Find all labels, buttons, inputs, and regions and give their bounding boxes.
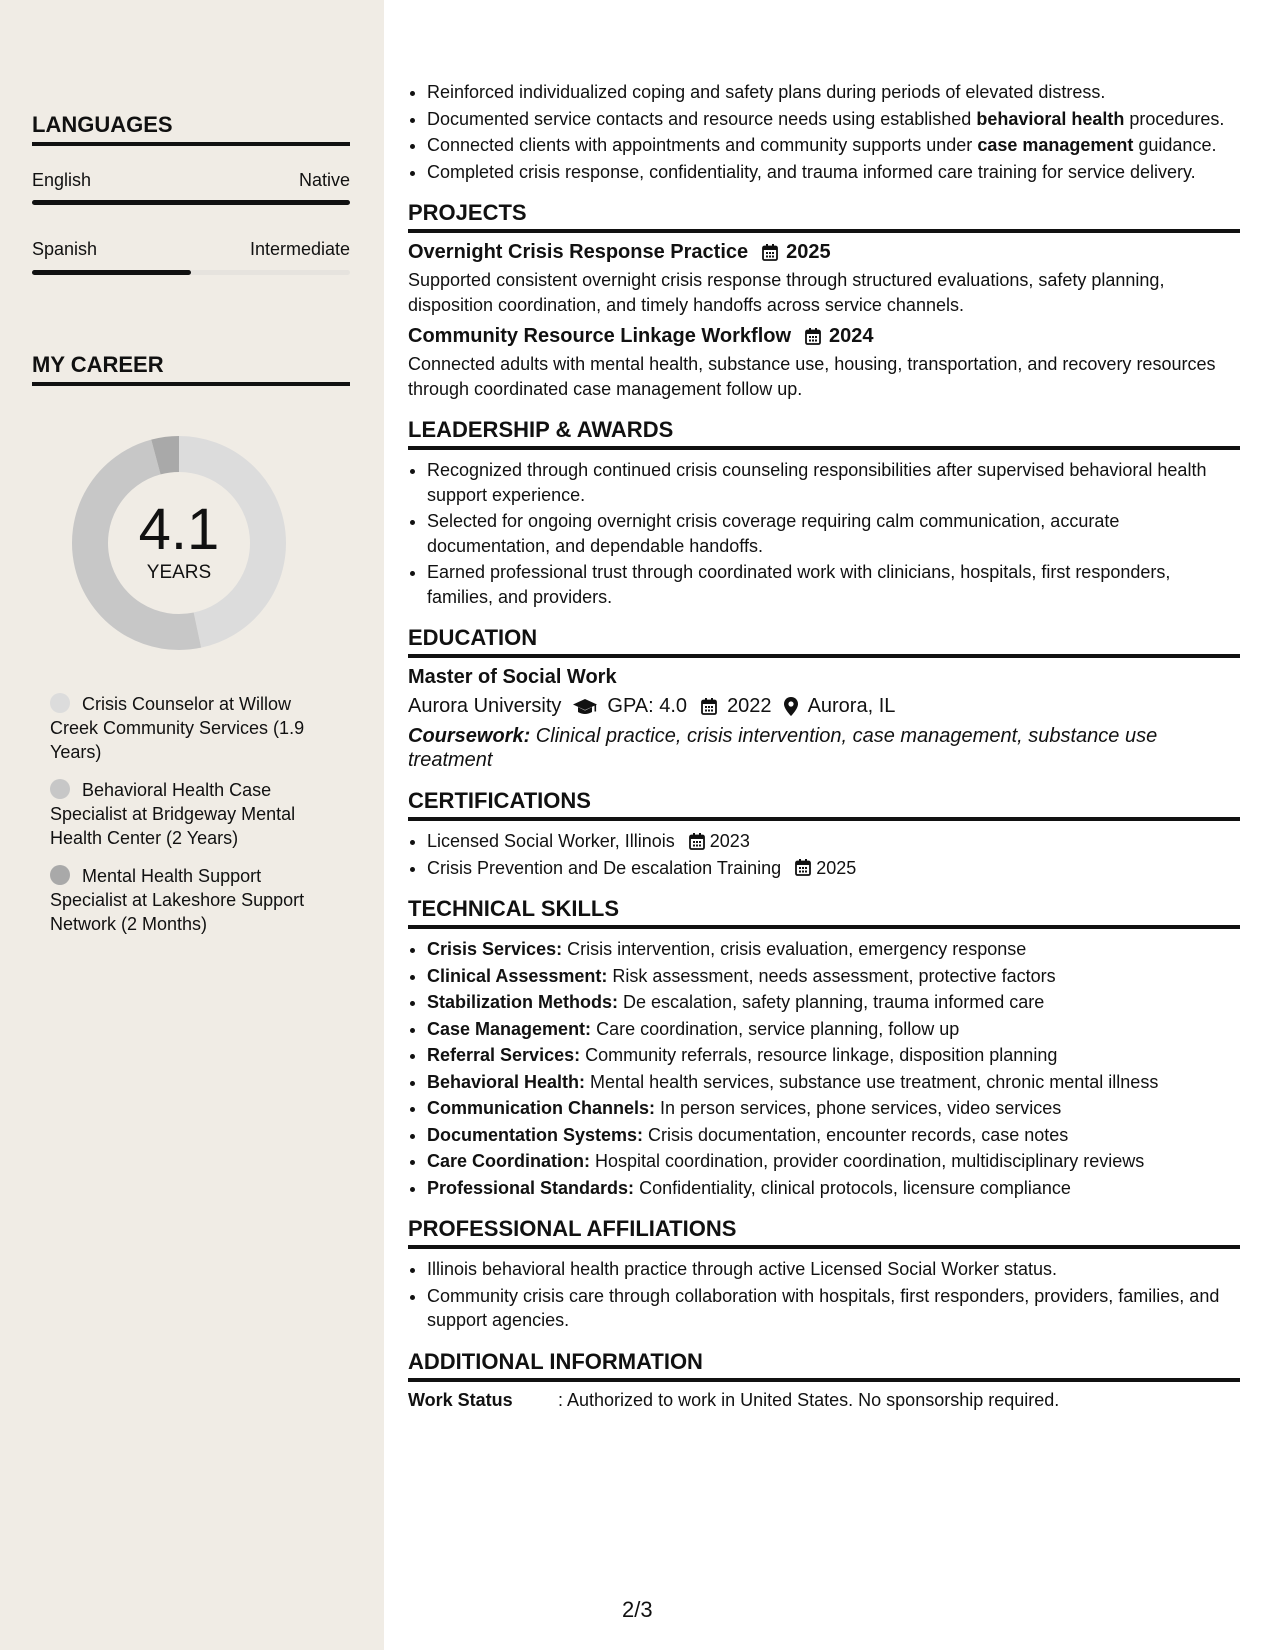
skill-value: Crisis intervention, crisis evaluation, emergency response xyxy=(562,939,1027,959)
list-item: • Illinois behavioral health practice through active Licensed Social Worker status. xyxy=(427,1257,1240,1282)
project-title-row xyxy=(408,241,1240,264)
experience-bullet: • Connected clients with appointments and community supports under case management guidance. xyxy=(427,133,1240,158)
page-number: 2/3 xyxy=(622,1597,653,1622)
skill-value: In person services, phone services, video services xyxy=(655,1098,1062,1118)
skill-item xyxy=(427,1043,1240,1068)
education-details xyxy=(408,695,1240,718)
experience-bullet: • Reinforced individualized coping and safety plans during periods of elevated distress. xyxy=(427,80,1240,105)
sidebar xyxy=(0,0,384,1650)
career-total: 4.1 xyxy=(138,497,220,562)
list-item: • Earned professional trust through coordinated work with clinicians, hospitals, first responders, families, and providers. xyxy=(427,560,1240,609)
career-legend-dot xyxy=(50,865,70,885)
skill-value: Mental health services, substance use treatment, chronic mental illness xyxy=(585,1071,1159,1092)
career-item xyxy=(50,864,330,936)
project-year: 2025 xyxy=(786,241,831,263)
coursework xyxy=(408,724,1240,772)
skills-list xyxy=(408,937,1240,1200)
language-bar-english xyxy=(32,200,350,205)
calendar-icon xyxy=(805,328,821,345)
skill-label: Crisis Services: xyxy=(427,939,563,959)
gpa: GPA: 4.0 xyxy=(607,695,688,717)
language-bar-spanish xyxy=(32,270,350,275)
certification-year: 2023 xyxy=(709,831,750,851)
calendar-icon xyxy=(762,244,778,261)
language-level: Native xyxy=(298,170,350,190)
certification-year: 2025 xyxy=(816,857,857,878)
skill-label: Referral Services: xyxy=(427,1045,581,1065)
skill-item xyxy=(427,937,1240,962)
project-title-row xyxy=(408,325,1240,348)
career-donut-chart xyxy=(66,430,292,656)
skill-label: Communication Channels: xyxy=(427,1098,656,1118)
skill-item xyxy=(427,1017,1240,1042)
certifications-title: CERTIFICATIONS xyxy=(408,788,1240,821)
language-bar-fill xyxy=(32,200,350,205)
skill-label: Documentation Systems: xyxy=(427,1124,644,1145)
work-status-label: Work Status xyxy=(408,1389,513,1410)
career-item xyxy=(50,692,330,764)
main-content xyxy=(408,80,1240,1411)
skill-label: Stabilization Methods: xyxy=(427,992,618,1012)
experience-bullets xyxy=(408,80,1240,184)
leadership-title: LEADERSHIP & AWARDS xyxy=(408,417,1240,450)
affiliations-list xyxy=(408,1257,1240,1333)
calendar-icon xyxy=(795,859,811,876)
project-item xyxy=(408,325,1240,401)
leadership-list xyxy=(408,458,1240,609)
career-legend-dot xyxy=(50,779,70,799)
work-status-row xyxy=(408,1390,1240,1411)
calendar-icon xyxy=(701,698,717,715)
project-description: Supported consistent overnight crisis response through structured evaluations, safety planning, disposition coordination, and timely handoffs across service channels. xyxy=(408,270,1165,315)
skill-item xyxy=(427,1070,1240,1095)
career-item-text: Mental Health Support Specialist at Lakeshore Support Network (2 Months) xyxy=(50,866,305,934)
map-pin-icon xyxy=(784,697,798,716)
graduation-year: 2022 xyxy=(727,695,772,717)
language-bar-fill xyxy=(32,270,191,275)
projects-title: PROJECTS xyxy=(408,200,1240,233)
skill-value: Confidentiality, clinical protocols, licensure compliance xyxy=(634,1177,1071,1198)
certification-item xyxy=(427,829,1240,854)
skill-item xyxy=(427,964,1240,989)
skill-value: Crisis documentation, encounter records, case notes xyxy=(643,1124,1069,1145)
project-year: 2024 xyxy=(829,325,874,347)
language-name: Spanish xyxy=(32,239,98,259)
affiliations-title: PROFESSIONAL AFFILIATIONS xyxy=(408,1216,1240,1249)
school-location: Aurora, IL xyxy=(807,695,896,717)
career-legend-dot xyxy=(50,693,70,713)
skill-label: Professional Standards: xyxy=(427,1177,635,1198)
project-name: Overnight Crisis Response Practice xyxy=(408,241,749,263)
degree-name: Master of Social Work xyxy=(408,666,617,688)
career-title: MY CAREER xyxy=(32,352,350,386)
skill-label: Case Management: xyxy=(427,1018,592,1039)
list-item: • Community crisis care through collaboration with hospitals, first responders, providers, families, and support agencies. xyxy=(427,1284,1240,1333)
language-name: English xyxy=(32,170,92,190)
coursework-label: Coursework: xyxy=(408,725,531,747)
list-item: • Recognized through continued crisis counseling responsibilities after supervised behavioral health support experience. xyxy=(427,458,1240,507)
skill-item xyxy=(427,1149,1240,1174)
project-description: Connected adults with mental health, substance use, housing, transportation, and recovery resources through coordinated case management follow up. xyxy=(408,354,1216,399)
school-name: Aurora University xyxy=(408,695,562,717)
project-name: Community Resource Linkage Workflow xyxy=(408,325,792,347)
certification-name: • Licensed Social Worker, Illinois xyxy=(427,831,675,851)
skill-item xyxy=(427,1176,1240,1201)
skill-value: Community referrals, resource linkage, disposition planning xyxy=(580,1045,1058,1065)
career-item-text: Crisis Counselor at Willow Creek Community Services (1.9 Years) xyxy=(50,694,305,762)
skill-label: Clinical Assessment: xyxy=(427,965,608,986)
skill-value: Care coordination, service planning, follow up xyxy=(591,1018,960,1039)
project-item xyxy=(408,241,1240,317)
skill-label: Care Coordination: xyxy=(427,1151,591,1171)
skill-value: Hospital coordination, provider coordination, multidisciplinary reviews xyxy=(590,1151,1145,1171)
additional-info-title: ADDITIONAL INFORMATION xyxy=(408,1349,1240,1382)
career-item xyxy=(50,778,330,850)
education-title: EDUCATION xyxy=(408,625,1240,658)
skill-label: Behavioral Health: xyxy=(427,1071,586,1092)
career-item-text: Behavioral Health Case Specialist at Bridgeway Mental Health Center (2 Years) xyxy=(50,780,296,848)
experience-bullet: • Completed crisis response, confidentiality, and trauma informed care training for service delivery. xyxy=(427,160,1240,185)
career-list xyxy=(50,692,330,950)
skill-value: Risk assessment, needs assessment, protective factors xyxy=(607,965,1056,986)
coursework-text: Clinical practice, crisis intervention, case management, substance use treatment xyxy=(408,725,1158,771)
list-item: • Selected for ongoing overnight crisis coverage requiring calm communication, accurate documentation, and dependable handoffs. xyxy=(427,509,1240,558)
skill-value: De escalation, safety planning, trauma informed care xyxy=(618,992,1045,1012)
skill-item xyxy=(427,1096,1240,1121)
certification-item xyxy=(427,856,1240,881)
skills-title: TECHNICAL SKILLS xyxy=(408,896,1240,929)
graduation-cap-icon xyxy=(573,698,597,716)
certification-name: • Crisis Prevention and De escalation Training xyxy=(427,857,782,878)
language-level: Intermediate xyxy=(249,239,350,259)
language-row-english xyxy=(32,170,350,191)
languages-title: LANGUAGES xyxy=(32,112,350,146)
career-donut-center xyxy=(66,430,292,656)
skill-item xyxy=(427,990,1240,1015)
calendar-icon xyxy=(689,833,705,850)
skill-item xyxy=(427,1123,1240,1148)
certifications-list xyxy=(408,829,1240,880)
language-row-spanish xyxy=(32,239,350,260)
experience-bullet: • Documented service contacts and resource needs using established behavioral health procedures. xyxy=(427,107,1240,132)
career-unit: YEARS xyxy=(146,562,212,583)
work-status-value: : Authorized to work in United States. No sponsorship required. xyxy=(558,1389,1060,1410)
